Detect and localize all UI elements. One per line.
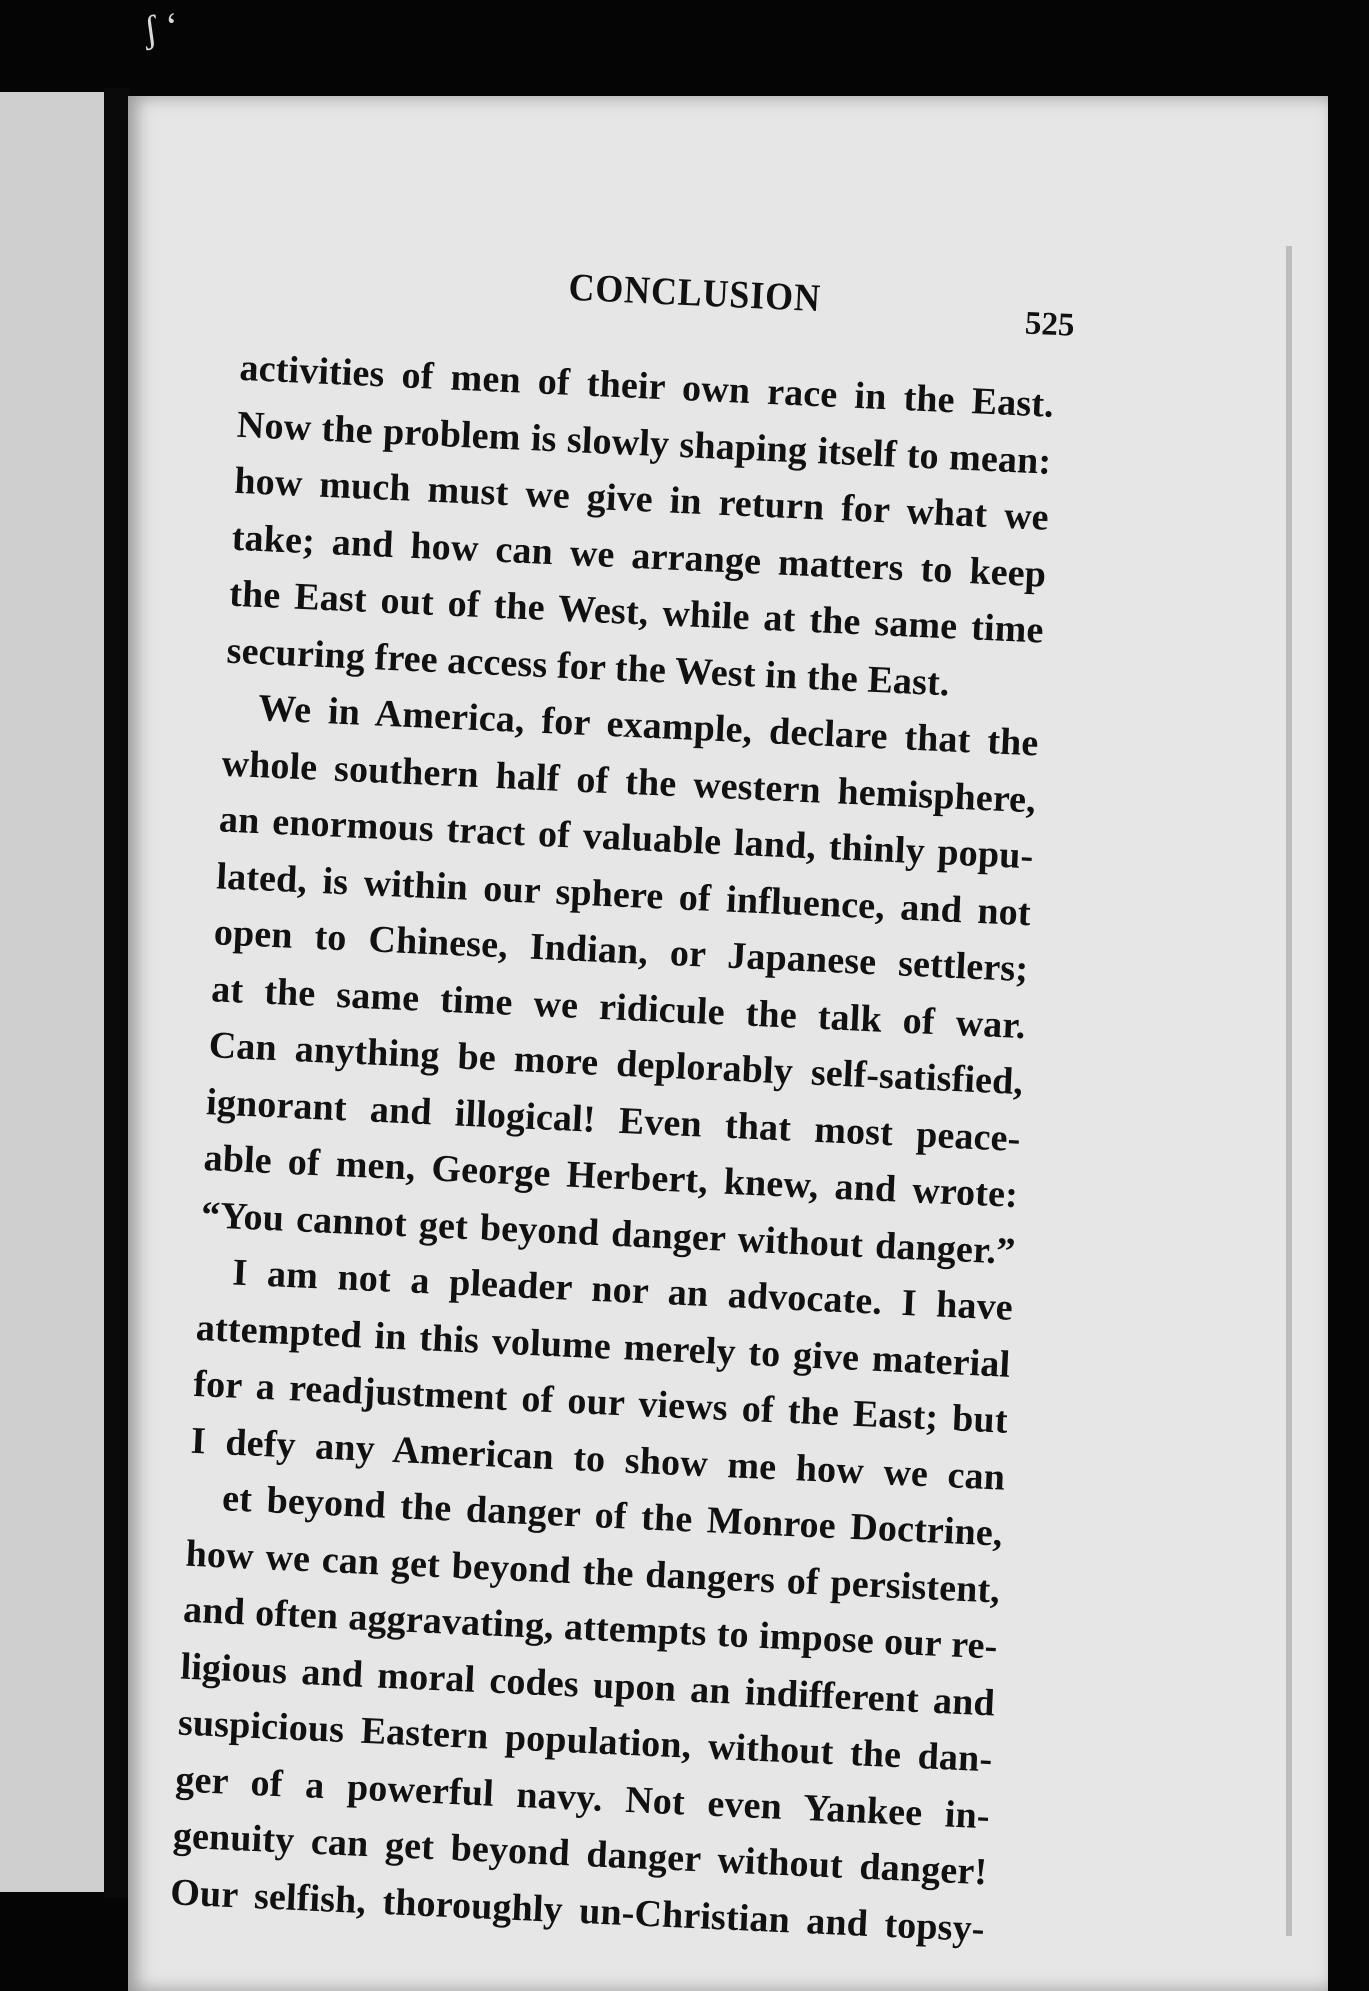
text-line: an enormous tract of valuable land, thinly popu- <box>218 798 1035 878</box>
page-edge-shadow <box>1286 246 1292 1936</box>
text-line: “You cannot get beyond danger without danger.” <box>200 1193 1017 1273</box>
text-line: genuity can get beyond danger without danger! <box>172 1814 989 1894</box>
text-line: ignorant and illogical! Even that most peace- <box>205 1080 1022 1160</box>
text-line: Now the problem is slowly shaping itself to mean: <box>236 403 1053 483</box>
text-line: for a readjustment of our views of the East; but <box>192 1362 1009 1442</box>
text-line: whole southern half of the western hemisphere, <box>220 741 1037 821</box>
text-line: at the same time we ridicule the talk of war. <box>210 967 1027 1047</box>
text-line: I am not a pleader nor an advocate. I have <box>231 1251 1014 1329</box>
text-line: attempted in this volume merely to give material <box>195 1306 1012 1386</box>
text-line: how much must we give in return for what we <box>233 459 1050 539</box>
text-line: suspicious Eastern population, without the dan- <box>177 1701 994 1781</box>
page-number: 525 <box>1024 305 1076 344</box>
book-gutter <box>104 88 130 1898</box>
text-line: the East out of the West, while at the same time <box>228 572 1045 652</box>
text-line: able of men, George Herbert, knew, and wrote: <box>202 1137 1019 1217</box>
text-line: securing free access for the West in the East. <box>225 629 951 704</box>
text-line: Can anything be more deplorably self-satisfied, <box>207 1024 1025 1104</box>
text-line: ligious and moral codes upon an indifferent and <box>179 1645 996 1724</box>
text-line: and often aggravating, attempts to impose our re- <box>182 1588 999 1668</box>
running-head: CONCLUSION <box>567 265 822 321</box>
text-line: We in America, for example, declare that the <box>257 687 1040 765</box>
page-text-block <box>169 250 1104 1959</box>
corner-mark: ʃ ʻ <box>141 4 182 52</box>
text-line: Our selfish, thoroughly un-Christian and topsy- <box>169 1870 986 1950</box>
text-line: how we can get beyond the dangers of persistent, <box>184 1532 1001 1612</box>
text-line: I defy any American to show me how we can <box>189 1419 1007 1499</box>
text-line: et beyond the danger of the Monroe Doctrine, <box>221 1477 1004 1555</box>
text-line: take; and how can we arrange matters to keep <box>231 516 1048 596</box>
text-line: lated, is within our sphere of influence, and not <box>215 854 1032 934</box>
text-line: ger of a powerful navy. Not even Yankee in- <box>174 1757 991 1837</box>
text-line: open to Chinese, Indian, or Japanese settlers; <box>213 911 1030 991</box>
body-text <box>169 340 1100 1959</box>
text-line: activities of men of their own race in the East. <box>238 346 1055 426</box>
